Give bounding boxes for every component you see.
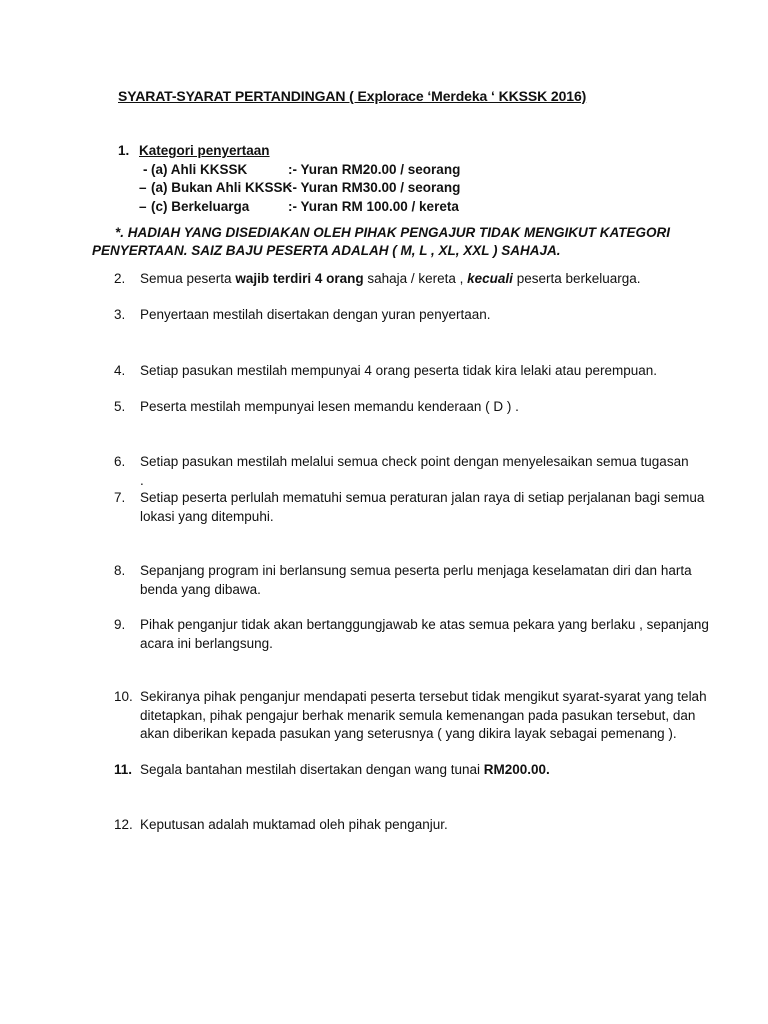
item-text-part: peserta berkeluarga. bbox=[512, 271, 641, 286]
item-text: Peserta mestilah mempunyai lesen memandu kenderaan ( D ) . bbox=[140, 399, 519, 414]
notice-line: *. HADIAH YANG DISEDIAKAN OLEH PIHAK PENGAJUR TIDAK MENGIKUT KATEGORI bbox=[115, 225, 671, 240]
document-title: SYARAT-SYARAT PERTANDINGAN ( Explorace ‘Merdeka ‘ KKSSK 2016) bbox=[118, 88, 587, 104]
item-text bbox=[140, 562, 694, 599]
item-amount: RM200.00. bbox=[483, 762, 550, 777]
category-name: (a) Bukan Ahli KKSSK bbox=[151, 180, 293, 195]
item-line: Setiap peserta perlulah mematuhi semua peraturan jalan raya di setiap perjalanan bagi semua bbox=[140, 490, 705, 505]
category-name: (a) Ahli KKSSK bbox=[151, 161, 248, 177]
item-line: ditetapkan, pihak pengajur berhak menarik semula kemenangan pada pasukan tersebut, dan bbox=[140, 707, 696, 723]
item-number: 7. bbox=[114, 490, 126, 505]
item-line: acara ini berlangsung. bbox=[140, 635, 273, 651]
category-fee: :- Yuran RM20.00 / seorang bbox=[288, 161, 461, 177]
item-number: 8. bbox=[114, 563, 126, 578]
item-line: Sepanjang program ini berlansung semua peserta perlu menjaga keselamatan diri dan harta bbox=[140, 563, 692, 578]
item-number: 9. bbox=[114, 617, 126, 632]
list-item bbox=[114, 362, 694, 381]
list-item bbox=[114, 616, 709, 653]
category-name: (c) Berkeluarga bbox=[151, 198, 250, 214]
category-bullet: – bbox=[139, 180, 147, 195]
item-line: benda yang dibawa. bbox=[140, 581, 261, 597]
item-text-bold-italic: kecuali bbox=[467, 271, 513, 286]
item-line: Pihak penganjur tidak akan bertanggungjawab ke atas semua pekara yang berlaku , sepanjang bbox=[140, 617, 709, 632]
list-item bbox=[114, 270, 694, 289]
item-number: 5. bbox=[114, 399, 126, 414]
item-text: Setiap pasukan mestilah mempunyai 4 orang peserta tidak kira lelaki atau perempuan. bbox=[140, 363, 658, 378]
category-fee: :- Yuran RM30.00 / seorang bbox=[288, 180, 461, 195]
list-item bbox=[114, 816, 694, 835]
category-bullet: - bbox=[143, 161, 148, 177]
list-item bbox=[114, 761, 694, 780]
item-number: 6. bbox=[114, 454, 126, 469]
list-item bbox=[114, 489, 705, 526]
item-text bbox=[140, 616, 709, 653]
category-number: 1. bbox=[118, 143, 130, 158]
item-number: 3. bbox=[114, 307, 126, 322]
item-text-part: Segala bantahan mestilah disertakan dengan wang tunai bbox=[140, 762, 484, 777]
category-bullet: – bbox=[139, 198, 147, 214]
list-item bbox=[114, 398, 694, 417]
item-text-part: Semua peserta bbox=[140, 271, 236, 286]
item-text bbox=[140, 270, 694, 289]
item-number: 4. bbox=[114, 363, 126, 378]
item-number: 10. bbox=[114, 689, 133, 704]
item-line: Sekiranya pihak penganjur mendapati peserta tersebut tidak mengikut syarat-syarat yang telah bbox=[140, 689, 707, 704]
item-text: Keputusan adalah muktamad oleh pihak penganjur. bbox=[140, 817, 448, 832]
prize-notice bbox=[92, 224, 671, 260]
item-line: lokasi yang ditempuhi. bbox=[140, 508, 274, 524]
item-line: akan diberikan kepada pasukan yang seterusnya ( yang dikira layak sebagai pemenang ). bbox=[140, 726, 677, 741]
item-text-part: sahaja / kereta , bbox=[363, 271, 468, 286]
list-item bbox=[114, 562, 694, 599]
item-number: 2. bbox=[114, 271, 126, 286]
item-number: 11. bbox=[114, 762, 133, 777]
category-heading: Kategori penyertaan bbox=[139, 143, 270, 158]
category-fee: :- Yuran RM 100.00 / kereta bbox=[288, 198, 459, 214]
item-text-bold: wajib terdiri 4 orang bbox=[235, 271, 364, 286]
list-item bbox=[114, 306, 694, 325]
list-item bbox=[114, 453, 694, 490]
item-text bbox=[140, 489, 705, 526]
item-text: Penyertaan mestilah disertakan dengan yuran penyertaan. bbox=[140, 307, 491, 322]
item-text bbox=[140, 761, 694, 780]
list-item bbox=[114, 688, 707, 744]
item-number: 12. bbox=[114, 817, 133, 832]
item-text bbox=[140, 688, 707, 744]
item-text: Setiap pasukan mestilah melalui semua check point dengan menyelesaikan semua tugasan . bbox=[140, 454, 689, 488]
notice-line: PENYERTAAN. SAIZ BAJU PESERTA ADALAH ( M, L , XL, XXL ) SAHAJA. bbox=[92, 243, 561, 258]
